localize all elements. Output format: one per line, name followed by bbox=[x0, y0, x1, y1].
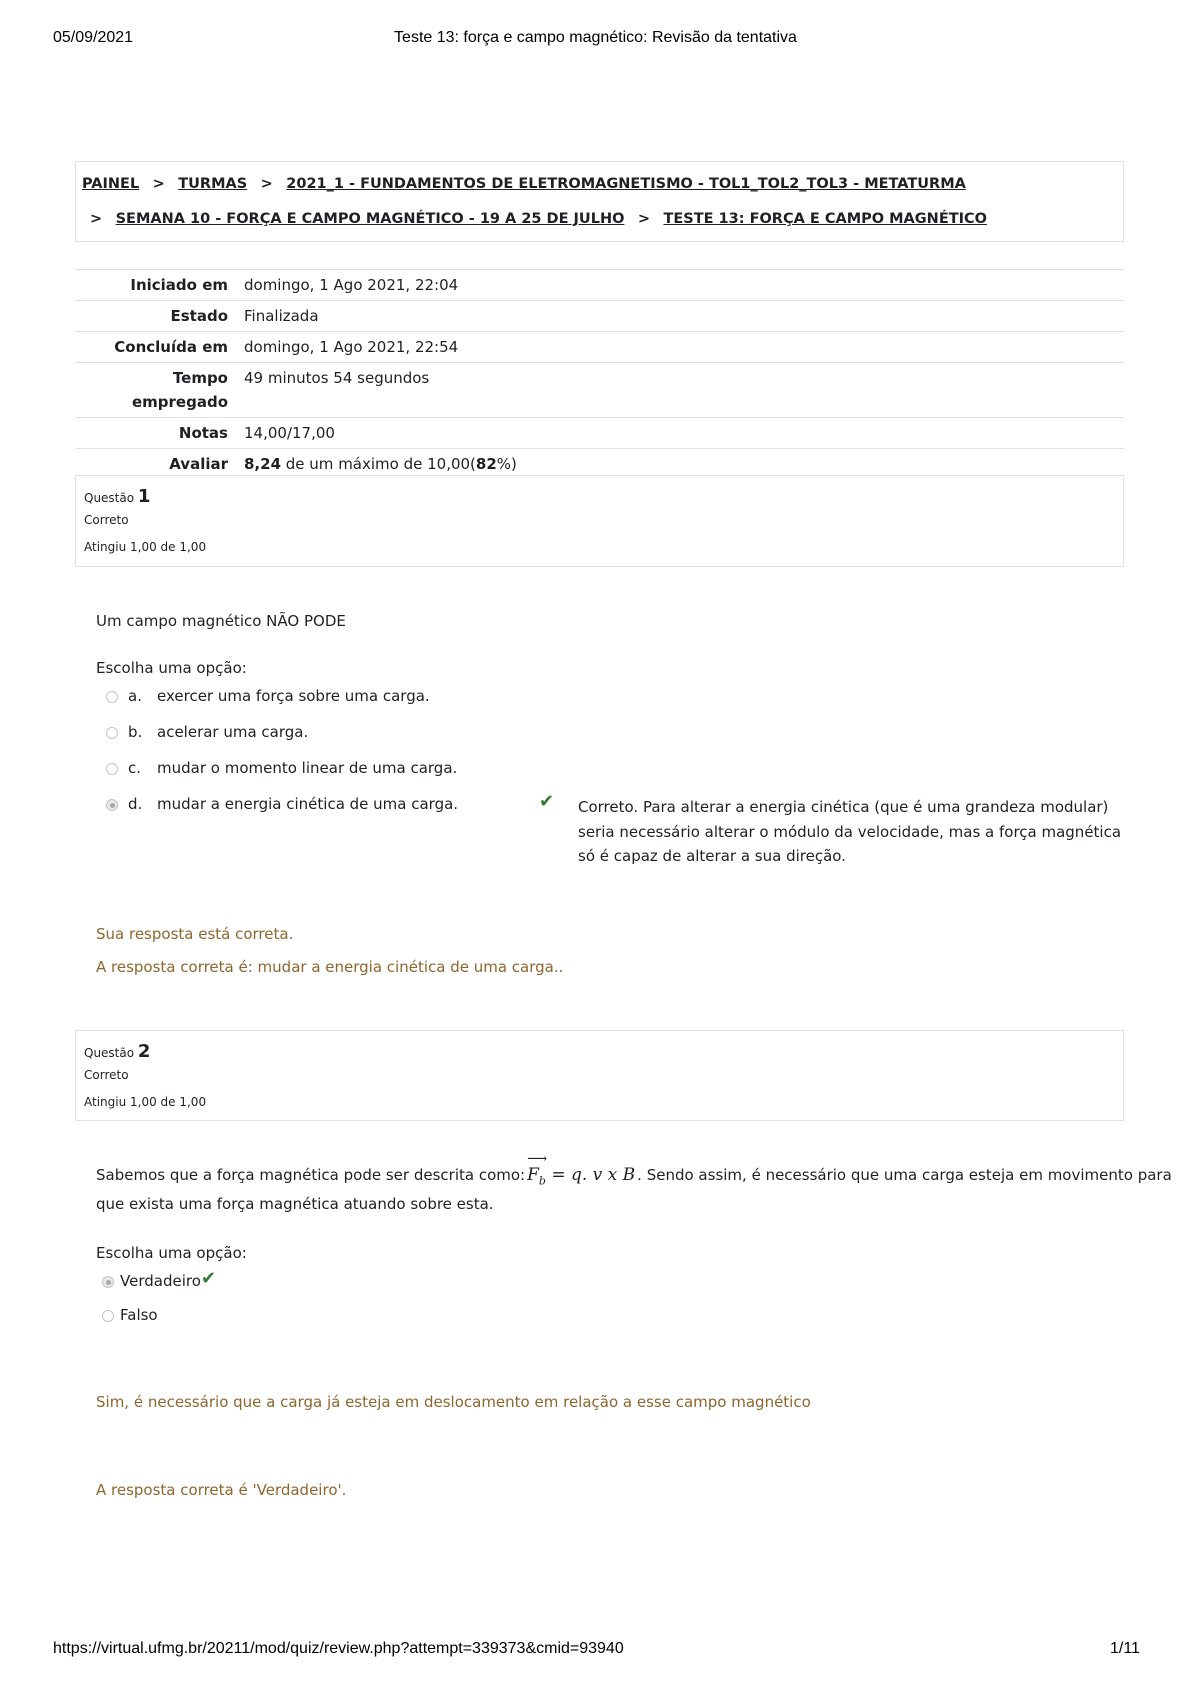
option-d-letter: d. bbox=[128, 795, 143, 813]
completed-label: Concluída em bbox=[114, 338, 228, 356]
print-footer-page: 1/11 bbox=[1110, 1640, 1140, 1657]
time-label-line1: Tempo bbox=[172, 369, 228, 387]
breadcrumb-quiz[interactable]: TESTE 13: FORÇA E CAMPO MAGNÉTICO bbox=[663, 211, 987, 227]
started-label: Iniciado em bbox=[130, 276, 228, 294]
question-grade: Atingiu 1,00 de 1,00 bbox=[84, 540, 207, 554]
started-value: domingo, 1 Ago 2021, 22:04 bbox=[244, 276, 459, 294]
summary-row-time bbox=[75, 362, 1124, 417]
question-grade: Atingiu 1,00 de 1,00 bbox=[84, 1095, 207, 1109]
breadcrumb-separator: > bbox=[152, 176, 165, 192]
specific-feedback bbox=[578, 795, 1121, 869]
specific-feedback-line: Correto. Para alterar a energia cinética (que é uma grandeza modular) bbox=[578, 798, 1109, 816]
summary-row-started bbox=[75, 269, 1124, 300]
breadcrumb bbox=[75, 161, 1124, 242]
formula: ⟶ $F_b = q$. v x B bbox=[527, 1151, 636, 1188]
question-2-prompt: Escolha uma opção: bbox=[96, 1244, 247, 1262]
option-true-radio[interactable] bbox=[102, 1276, 114, 1288]
question-state: Correto bbox=[84, 513, 129, 527]
option-d-text[interactable]: mudar a energia cinética de uma carga. bbox=[157, 795, 459, 813]
option-c-radio[interactable] bbox=[106, 763, 118, 775]
question-2-feedback: Sim, é necessário que a carga já esteja em deslocamento em relação a esse campo magnético bbox=[96, 1393, 811, 1411]
option-false-radio[interactable] bbox=[102, 1310, 114, 1322]
breadcrumb-separator: > bbox=[637, 211, 651, 227]
marks-value: 14,00/17,00 bbox=[244, 424, 335, 442]
vector-arrow-icon: ⟶ bbox=[527, 1151, 548, 1167]
option-b-letter: b. bbox=[128, 723, 143, 741]
question-2-right-answer: A resposta correta é 'Verdadeiro'. bbox=[96, 1481, 347, 1499]
question-number: Questão 1 bbox=[84, 486, 151, 507]
attempt-summary-table bbox=[75, 269, 1124, 479]
question-2-text-line2: que exista uma força magnética atuando sobre esta. bbox=[96, 1195, 494, 1213]
question-1-text: Um campo magnético NÃO PODE bbox=[96, 612, 346, 630]
question-1-general-feedback: Sua resposta está correta. bbox=[96, 925, 294, 943]
question-2-text-after: . Sendo assim, é necessário que uma carga esteja em movimento para bbox=[637, 1166, 1172, 1184]
print-date: 05/09/2021 bbox=[53, 29, 134, 46]
question-2-text-before: Sabemos que a força magnética pode ser descrita como: bbox=[96, 1166, 526, 1184]
option-c-text[interactable]: mudar o momento linear de uma carga. bbox=[157, 759, 458, 777]
question-1-info bbox=[75, 475, 1124, 567]
grade-end: %) bbox=[496, 455, 517, 473]
time-value: 49 minutos 54 segundos bbox=[244, 369, 430, 387]
question-state: Correto bbox=[84, 1068, 129, 1082]
option-b-text[interactable]: acelerar uma carga. bbox=[157, 723, 309, 741]
option-b-radio[interactable] bbox=[106, 727, 118, 739]
question-1-right-answer: A resposta correta é: mudar a energia cinética de uma carga.. bbox=[96, 958, 564, 976]
state-value: Finalizada bbox=[244, 307, 319, 325]
specific-feedback-line: só é capaz de alterar a sua direção. bbox=[578, 847, 846, 865]
summary-row-state bbox=[75, 300, 1124, 331]
print-footer-url: https://virtual.ufmg.br/20211/mod/quiz/review.php?attempt=339373&cmid=93940 bbox=[53, 1640, 624, 1657]
completed-value: domingo, 1 Ago 2021, 22:54 bbox=[244, 338, 459, 356]
correct-check-icon: ✔ bbox=[539, 791, 555, 812]
print-title: Teste 13: força e campo magnético: Revisão da tentativa bbox=[394, 29, 797, 46]
grade-score: 8,24 bbox=[244, 455, 282, 473]
marks-label: Notas bbox=[178, 424, 228, 442]
question-1-prompt: Escolha uma opção: bbox=[96, 659, 247, 677]
summary-row-completed bbox=[75, 331, 1124, 362]
grade-percent: 82 bbox=[475, 455, 497, 473]
option-c-letter: c. bbox=[128, 759, 142, 777]
question-number: Questão 2 bbox=[84, 1041, 151, 1062]
breadcrumb-separator: > bbox=[90, 211, 103, 227]
breadcrumb-painel[interactable]: PAINEL bbox=[82, 176, 140, 192]
time-label bbox=[75, 363, 228, 417]
breadcrumb-course[interactable]: 2021_1 - FUNDAMENTOS DE ELETROMAGNETISMO - TOL1_TOL2_TOL3 - METATURMA bbox=[286, 176, 966, 192]
breadcrumb-turmas[interactable]: TURMAS bbox=[178, 176, 248, 192]
option-false-label[interactable]: Falso bbox=[120, 1306, 158, 1324]
grade-mid: de um máximo de 10,00( bbox=[281, 455, 476, 473]
summary-row-marks bbox=[75, 417, 1124, 448]
correct-check-icon: ✔ bbox=[201, 1268, 217, 1289]
option-d-radio[interactable] bbox=[106, 799, 118, 811]
state-label: Estado bbox=[170, 307, 228, 325]
time-label-line2: empregado bbox=[131, 393, 228, 411]
breadcrumb-separator: > bbox=[260, 176, 273, 192]
option-a-letter: a. bbox=[128, 687, 142, 705]
option-true-label[interactable]: Verdadeiro bbox=[120, 1272, 201, 1290]
breadcrumb-week[interactable]: SEMANA 10 - FORÇA E CAMPO MAGNÉTICO - 19 A 25 DE JULHO bbox=[115, 211, 625, 227]
specific-feedback-line: seria necessário alterar o módulo da velocidade, mas a força magnética bbox=[578, 822, 1122, 841]
question-2-info bbox=[75, 1030, 1124, 1121]
grade-label: Avaliar bbox=[169, 455, 228, 473]
option-a-radio[interactable] bbox=[106, 691, 118, 703]
option-a-text[interactable]: exercer uma força sobre uma carga. bbox=[157, 687, 430, 705]
question-2-text bbox=[96, 1151, 1172, 1188]
